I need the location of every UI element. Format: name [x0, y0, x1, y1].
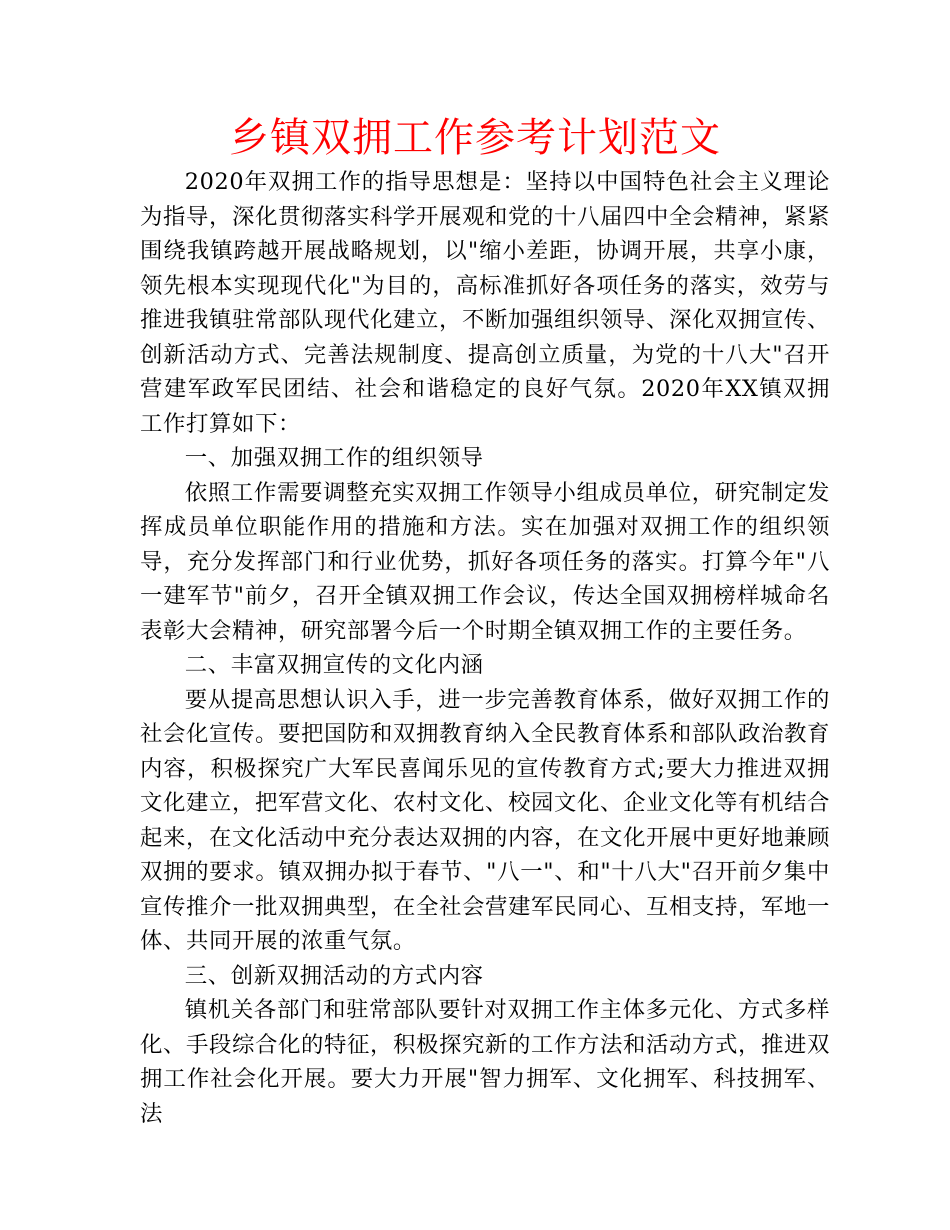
- section-heading-3: 三、创新双拥活动的方式内容: [184, 962, 484, 989]
- paragraph-section-3: 镇机关各部门和驻常部队要针对双拥工作主体多元化、方式多样化、手段综合化的特征，积极探究新的工作方法和活动方式，推进双拥工作社会化开展。要大力开展"智力拥军、文化拥军、科技拥军、法: [140, 997, 830, 1127]
- paragraph-guiding-thought: 2020年双拥工作的指导思想是：坚持以中国特色社会主义理论为指导，深化贯彻落实科学开展观和党的十八届四中全会精神，紧紧围绕我镇跨越开展战略规划，以"缩小差距，协调开展，共享小康，领先根本实现现代化"为目的，高标准抓好各项任务的落实，效劳与推进我镇驻常部队现代化建立，不断加强组织领导、深化双拥宣传、创新活动方式、完善法规制度、提高创立质量，为党的十八大"召开营建军政军民团结、社会和谐稳定的良好气氛。2020年XX镇双拥工作打算如下：: [140, 169, 830, 437]
- document-body: [140, 165, 830, 1131]
- paragraph-section-1: 依照工作需要调整充实双拥工作领导小组成员单位，研究制定发挥成员单位职能作用的措施和方法。实在加强对双拥工作的组织领导，充分发挥部门和行业优势，抓好各项任务的落实。打算今年"八一建军节"前夕，召开全镇双拥工作会议，传达全国双拥榜样城命名表彰大会精神，研究部署今后一个时期全镇双拥工作的主要任务。: [140, 479, 830, 644]
- document-title: 乡镇双拥工作参考计划范文: [229, 115, 721, 161]
- section-heading-1: 一、加强双拥工作的组织领导: [184, 445, 484, 471]
- paragraph-section-2: 要从提高思想认识入手，进一步完善教育体系，做好双拥工作的社会化宣传。要把国防和双拥教育纳入全民教育体系和部队政治教育内容，积极探究广大军民喜闻乐见的宣传教育方式;要大力推进双拥文化建立，把军营文化、农村文化、校园文化、企业文化等有机结合起来，在文化活动中充分表达双拥的内容，在文化开展中更好地兼顾双拥的要求。镇双拥办拟于春节、"八一"、和"十八大"召开前夕集中宣传推介一批双拥典型，在全社会营建军民同心、互相支持，军地一体、共同开展的浓重气氛。: [140, 686, 830, 954]
- section-heading-2: 二、丰富双拥宣传的文化内涵: [184, 652, 484, 678]
